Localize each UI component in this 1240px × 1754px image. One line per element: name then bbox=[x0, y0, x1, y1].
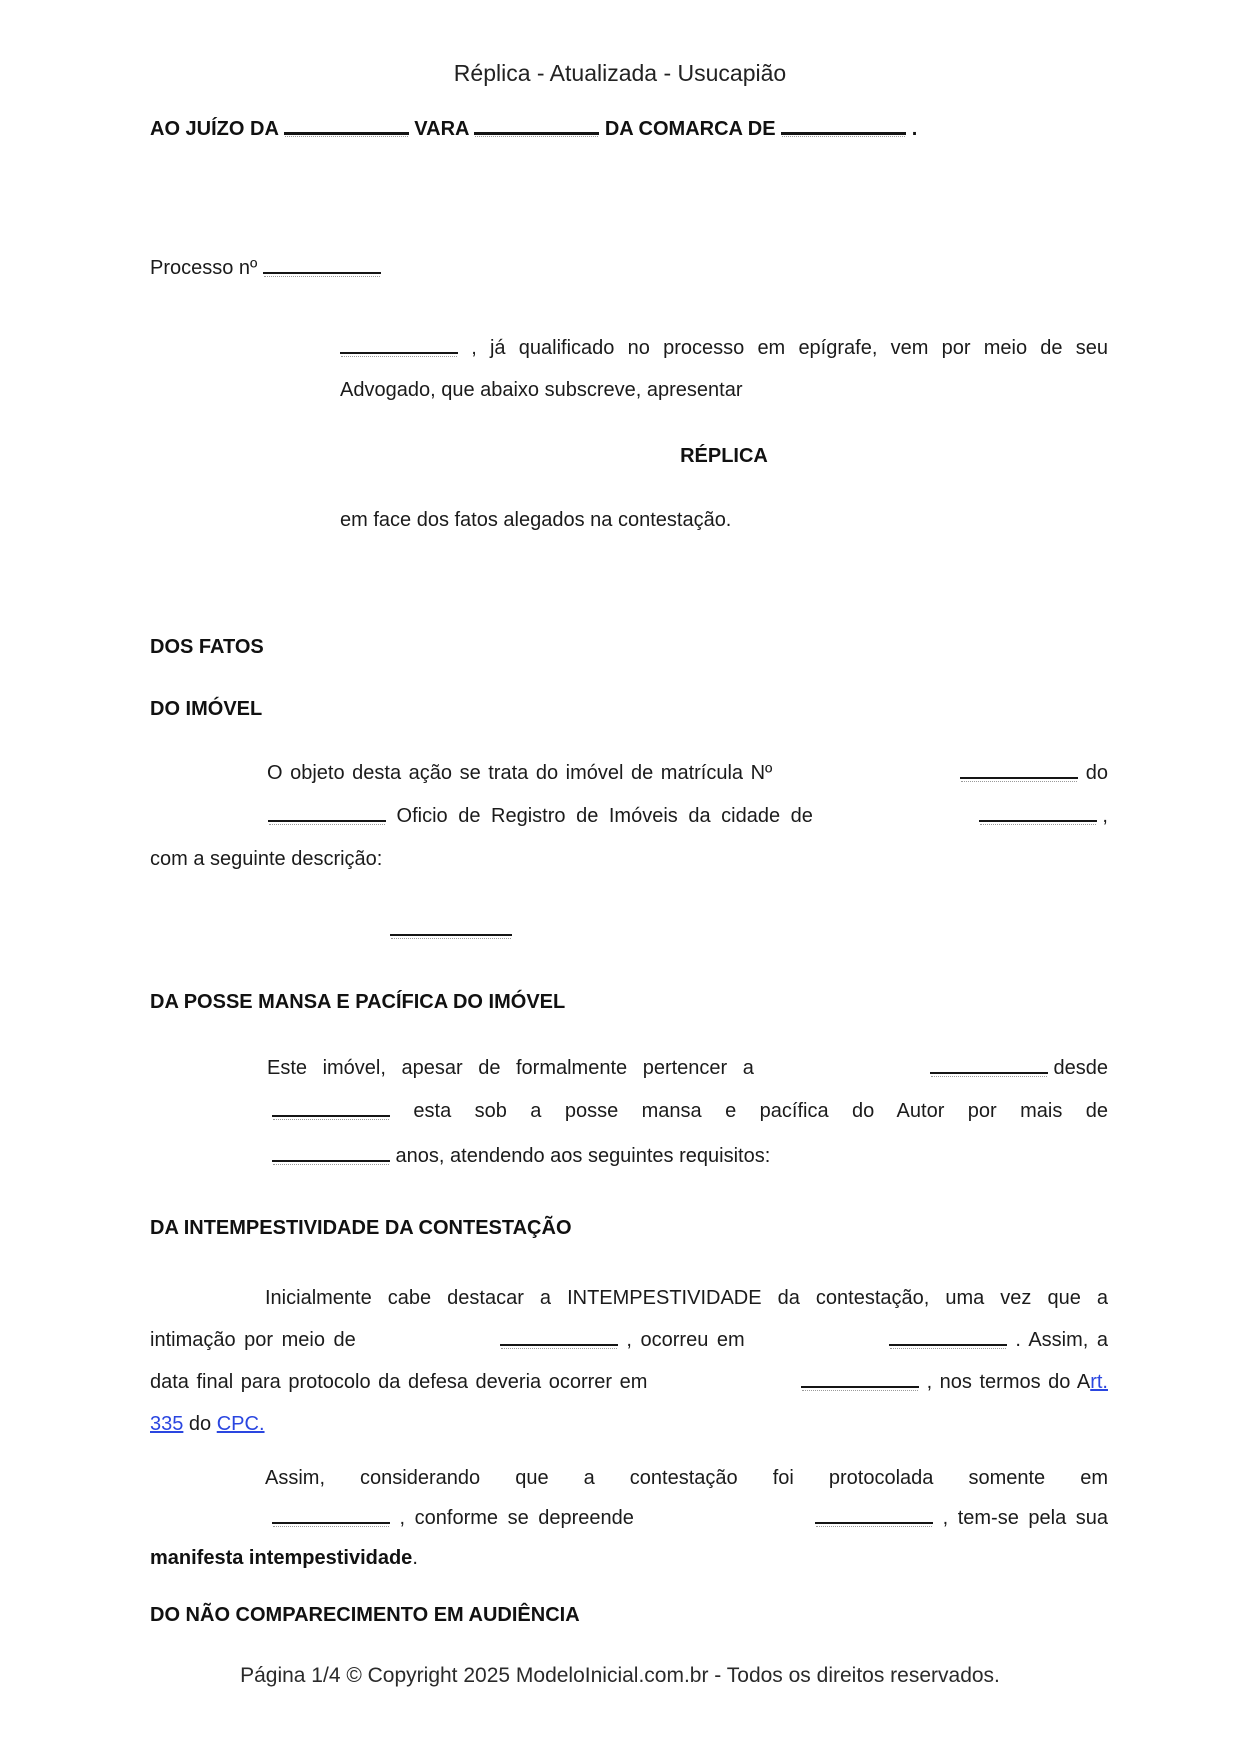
heading-intempestividade: DA INTEMPESTIVIDADE DA CONTESTAÇÃO bbox=[150, 1217, 572, 1239]
data-intimacao-blank-field[interactable] bbox=[889, 1327, 1007, 1346]
process-number-label: Processo nº bbox=[150, 257, 263, 279]
intemp-text-3a: data final para protocolo da defesa deveria ocorrer em bbox=[150, 1371, 648, 1393]
data-protocolo-blank-field[interactable] bbox=[272, 1505, 390, 1524]
assim-paragraph-line-1 bbox=[150, 1464, 1108, 1492]
posse-text-2: esta sob a posse mansa e pacífica do Autor por mais de bbox=[390, 1100, 1108, 1122]
link-art-335[interactable]: 335 bbox=[150, 1413, 184, 1435]
cidade-blank-field[interactable] bbox=[979, 803, 1097, 822]
intro-text-1: , já qualificado no processo em epígrafe, vem por meio de seu bbox=[458, 337, 1108, 359]
assim-text-3-period: . bbox=[412, 1547, 418, 1569]
court-heading-text-4: . bbox=[906, 118, 918, 140]
assim-paragraph-line-3 bbox=[150, 1544, 418, 1572]
intemp-paragraph-line-2 bbox=[150, 1326, 1108, 1354]
posse-paragraph-line-3 bbox=[150, 1142, 770, 1170]
assim-paragraph-line-2 bbox=[150, 1504, 1108, 1532]
intemp-text-3b: , nos termos do A bbox=[919, 1371, 1091, 1393]
intemp-text-4b: do bbox=[183, 1413, 217, 1435]
court-heading-text-2: VARA bbox=[408, 118, 475, 140]
link-cpc[interactable]: CPC. bbox=[216, 1413, 265, 1435]
intemp-paragraph-line-4 bbox=[150, 1410, 265, 1438]
court-heading-text-1: AO JUÍZO DA bbox=[150, 118, 284, 140]
assim-text-1: Assim, considerando que a contestação foi protocolada somente em bbox=[265, 1467, 1108, 1489]
court-heading-text-3: DA COMARCA DE bbox=[599, 118, 782, 140]
heading-do-imovel: DO IMÓVEL bbox=[150, 698, 263, 720]
anos-blank-field[interactable] bbox=[272, 1143, 390, 1162]
document-title: Réplica - Atualizada - Usucapião bbox=[453, 60, 787, 86]
vara-number-blank-field[interactable] bbox=[284, 115, 409, 135]
objeto-paragraph-line-1 bbox=[150, 759, 1108, 787]
objeto-text-2b: , bbox=[1096, 805, 1108, 827]
process-number-line bbox=[150, 254, 381, 282]
heading-dos-fatos: DOS FATOS bbox=[150, 636, 264, 658]
heading-audiencia: DO NÃO COMPARECIMENTO EM AUDIÊNCIA bbox=[150, 1604, 580, 1626]
process-number-blank-field[interactable] bbox=[263, 255, 381, 274]
author-name-blank-field[interactable] bbox=[340, 335, 458, 354]
assim-text-3-bold: manifesta intempestividade bbox=[150, 1547, 413, 1569]
description-blank-line bbox=[390, 916, 512, 944]
data-posse-blank-field[interactable] bbox=[272, 1098, 390, 1117]
posse-text-3: anos, atendendo aos seguintes requisitos: bbox=[390, 1145, 771, 1167]
intemp-text-2b: , ocorreu em bbox=[617, 1329, 745, 1351]
court-heading-line bbox=[150, 115, 1108, 143]
description-blank-field[interactable] bbox=[390, 917, 512, 936]
intemp-text-2a: intimação por meio de bbox=[150, 1329, 356, 1351]
matricula-blank-field[interactable] bbox=[960, 760, 1078, 779]
assim-text-2a: , conforme se depreende bbox=[390, 1507, 634, 1529]
objeto-text-2a: Oficio de Registro de Imóveis da cidade de bbox=[386, 805, 813, 827]
proprietario-blank-field[interactable] bbox=[930, 1055, 1048, 1074]
objeto-text-3: com a seguinte descrição: bbox=[150, 848, 383, 870]
oficio-blank-field[interactable] bbox=[268, 803, 386, 822]
intro-paragraph-line-1 bbox=[340, 334, 1108, 362]
intemp-text-1: Inicialmente cabe destacar a INTEMPESTIVIDADE da contestação, uma vez que a bbox=[265, 1287, 1108, 1309]
meio-intimacao-blank-field[interactable] bbox=[500, 1327, 618, 1346]
objeto-paragraph-line-2 bbox=[150, 802, 1108, 830]
objeto-text-1a: O objeto desta ação se trata do imóvel de matrícula Nº bbox=[267, 762, 773, 784]
posse-text-1b: desde bbox=[1047, 1057, 1108, 1079]
assim-text-2b: , tem-se pela sua bbox=[933, 1507, 1108, 1529]
objeto-text-1b: do bbox=[1078, 762, 1108, 784]
link-art[interactable]: rt. bbox=[1090, 1371, 1108, 1393]
comarca-blank-field[interactable] bbox=[781, 115, 906, 135]
em-face-text: em face dos fatos alegados na contestação. bbox=[340, 509, 732, 531]
objeto-paragraph-line-3 bbox=[150, 845, 382, 873]
data-final-blank-field[interactable] bbox=[801, 1369, 919, 1388]
replica-heading: RÉPLICA bbox=[680, 445, 768, 467]
intro-paragraph-line-2 bbox=[340, 376, 743, 404]
posse-paragraph-line-2 bbox=[150, 1097, 1108, 1125]
heading-posse-mansa: DA POSSE MANSA E PACÍFICA DO IMÓVEL bbox=[150, 991, 566, 1013]
em-face-line bbox=[340, 506, 731, 534]
vara-type-blank-field[interactable] bbox=[474, 115, 599, 135]
intemp-text-2c: . Assim, a bbox=[1006, 1329, 1109, 1351]
page-footer: Página 1/4 © Copyright 2025 ModeloInicial.com.br - Todos os direitos reservados. bbox=[240, 1664, 1000, 1687]
intro-text-2: Advogado, que abaixo subscreve, apresentar bbox=[340, 379, 743, 401]
comprovante-blank-field[interactable] bbox=[815, 1505, 933, 1524]
posse-text-1a: Este imóvel, apesar de formalmente pertencer a bbox=[267, 1057, 754, 1079]
intemp-paragraph-line-3 bbox=[150, 1368, 1108, 1396]
intemp-paragraph-line-1 bbox=[150, 1284, 1108, 1312]
posse-paragraph-line-1 bbox=[150, 1054, 1108, 1082]
